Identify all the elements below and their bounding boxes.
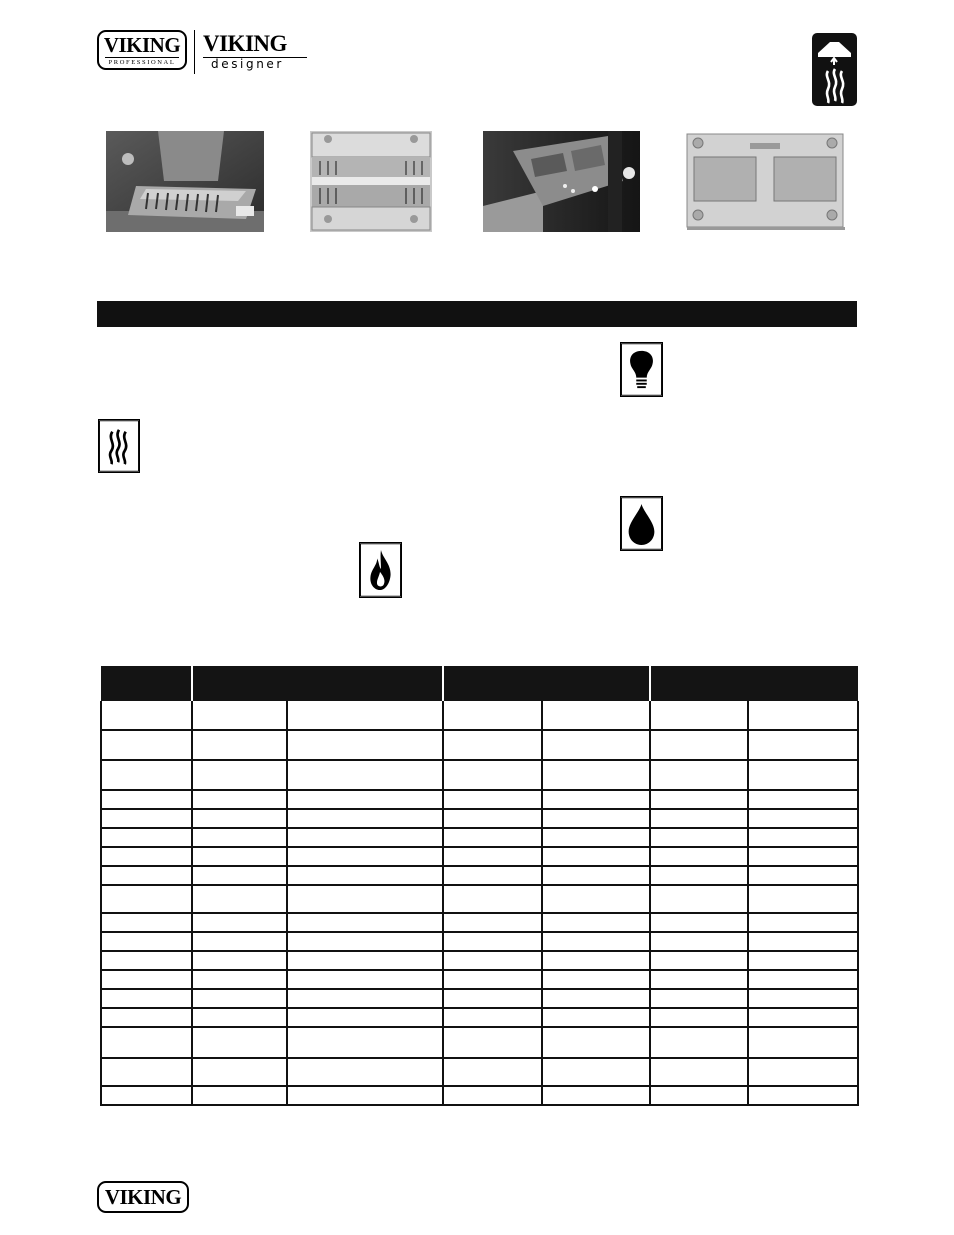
table-cell	[443, 951, 542, 970]
table-row	[101, 970, 858, 989]
table-cell	[192, 1058, 287, 1086]
table-cell	[443, 760, 542, 790]
table-cell	[650, 1027, 748, 1058]
table-row	[101, 1008, 858, 1027]
table-row	[101, 866, 858, 885]
table-cell	[650, 989, 748, 1008]
table-cell	[443, 828, 542, 847]
table-row	[101, 730, 858, 760]
table-row	[101, 1058, 858, 1086]
table-cell	[287, 790, 443, 809]
table-cell	[650, 760, 748, 790]
product-photo-wall-hood-front	[310, 131, 432, 232]
table-cell	[542, 1086, 650, 1105]
table-row	[101, 1027, 858, 1058]
table-cell	[748, 1008, 858, 1027]
table-cell	[650, 847, 748, 866]
table-cell	[443, 885, 542, 913]
table-cell	[287, 1086, 443, 1105]
table-cell	[287, 847, 443, 866]
table-cell	[101, 989, 192, 1008]
table-cell	[443, 790, 542, 809]
table-cell	[101, 1086, 192, 1105]
table-cell	[192, 790, 287, 809]
table-cell	[443, 1058, 542, 1086]
table-cell	[287, 866, 443, 885]
table-cell	[542, 1027, 650, 1058]
product-photo-insert-hood	[684, 131, 850, 232]
table-cell	[101, 760, 192, 790]
table-cell	[443, 730, 542, 760]
table-cell	[748, 989, 858, 1008]
table-cell	[443, 866, 542, 885]
logo-brand-text: VIKING	[203, 31, 287, 56]
table-cell	[101, 809, 192, 828]
table-row	[101, 932, 858, 951]
table-cell	[443, 913, 542, 932]
table-cell	[748, 885, 858, 913]
table-cell	[192, 932, 287, 951]
table-cell	[650, 701, 748, 730]
table-cell	[192, 809, 287, 828]
table-row	[101, 989, 858, 1008]
table-cell	[650, 866, 748, 885]
table-cell	[748, 1058, 858, 1086]
table-cell	[542, 866, 650, 885]
table-cell	[542, 885, 650, 913]
table-header-cell	[192, 666, 443, 701]
table-row	[101, 847, 858, 866]
table-row	[101, 828, 858, 847]
table-cell	[542, 760, 650, 790]
table-cell	[287, 730, 443, 760]
table-cell	[101, 913, 192, 932]
table-cell	[287, 913, 443, 932]
logo-divider	[194, 30, 195, 74]
table-cell	[748, 866, 858, 885]
section-header-bar	[97, 301, 857, 327]
table-cell	[192, 760, 287, 790]
table-cell	[101, 951, 192, 970]
table-cell	[748, 1027, 858, 1058]
table-row	[101, 760, 858, 790]
gas-flame-icon	[359, 542, 402, 598]
table-cell	[650, 828, 748, 847]
table-cell	[542, 828, 650, 847]
table-body	[101, 701, 858, 1105]
table-cell	[287, 1027, 443, 1058]
table-cell	[650, 913, 748, 932]
table-cell	[101, 1027, 192, 1058]
table-cell	[101, 730, 192, 760]
vent-hood-icon	[812, 33, 857, 106]
table-cell	[192, 730, 287, 760]
light-bulb-icon	[620, 342, 663, 397]
table-header-cell	[443, 666, 650, 701]
table-cell	[542, 970, 650, 989]
table-cell	[192, 970, 287, 989]
table-cell	[192, 1086, 287, 1105]
table-cell	[287, 828, 443, 847]
water-drop-icon	[620, 496, 663, 551]
table-cell	[443, 1008, 542, 1027]
product-photo-island-hood	[483, 131, 640, 232]
table-cell	[650, 1086, 748, 1105]
table-cell	[650, 932, 748, 951]
table-cell	[542, 701, 650, 730]
table-cell	[542, 730, 650, 760]
table-cell	[748, 809, 858, 828]
table-cell	[542, 1008, 650, 1027]
table-cell	[101, 790, 192, 809]
table-cell	[650, 809, 748, 828]
table-cell	[748, 828, 858, 847]
table-row	[101, 951, 858, 970]
table-cell	[542, 932, 650, 951]
table-cell	[748, 701, 858, 730]
logo-tagline-text: PROFESSIONAL	[105, 57, 179, 66]
table-cell	[287, 932, 443, 951]
table-cell	[287, 885, 443, 913]
table-cell	[650, 885, 748, 913]
table-cell	[192, 701, 287, 730]
table-cell	[192, 828, 287, 847]
table-cell	[443, 809, 542, 828]
table-cell	[443, 932, 542, 951]
heat-waves-icon	[98, 419, 140, 473]
table-cell	[192, 866, 287, 885]
table-cell	[192, 847, 287, 866]
specifications-table	[100, 666, 859, 1106]
table-cell	[287, 951, 443, 970]
table-row	[101, 790, 858, 809]
table-cell	[748, 730, 858, 760]
table-cell	[650, 1008, 748, 1027]
table-cell	[748, 1086, 858, 1105]
logo-brand-text: VIKING	[104, 1185, 182, 1209]
table-cell	[287, 1058, 443, 1086]
table-cell	[748, 970, 858, 989]
table-cell	[542, 951, 650, 970]
table-cell	[287, 989, 443, 1008]
table-header-cell	[650, 666, 858, 701]
table-cell	[542, 790, 650, 809]
table-cell	[192, 1027, 287, 1058]
table-cell	[542, 989, 650, 1008]
table-header-cell	[101, 666, 192, 701]
table-cell	[748, 951, 858, 970]
table-cell	[101, 847, 192, 866]
logo-tagline-text: designer	[211, 57, 284, 71]
table-cell	[443, 701, 542, 730]
table-cell	[443, 970, 542, 989]
table-row	[101, 1086, 858, 1105]
table-cell	[650, 951, 748, 970]
table-cell	[101, 885, 192, 913]
table-cell	[542, 809, 650, 828]
table-cell	[650, 730, 748, 760]
table-cell	[748, 790, 858, 809]
table-cell	[287, 809, 443, 828]
viking-professional-logo	[97, 30, 187, 70]
table-cell	[101, 866, 192, 885]
table-cell	[192, 885, 287, 913]
table-cell	[287, 970, 443, 989]
logo-brand-text: VIKING	[103, 33, 181, 57]
table-row	[101, 809, 858, 828]
table-cell	[748, 847, 858, 866]
table-cell	[101, 1058, 192, 1086]
table-cell	[748, 932, 858, 951]
table-cell	[748, 913, 858, 932]
table-cell	[542, 1058, 650, 1086]
product-photo-chimney-hood	[106, 131, 264, 232]
table-cell	[287, 760, 443, 790]
table-cell	[287, 701, 443, 730]
table-cell	[542, 847, 650, 866]
table-cell	[192, 951, 287, 970]
table-cell	[542, 913, 650, 932]
table-cell	[650, 970, 748, 989]
table-cell	[101, 970, 192, 989]
table-row	[101, 913, 858, 932]
table-cell	[650, 1058, 748, 1086]
viking-designer-logo	[203, 32, 313, 76]
table-cell	[443, 1027, 542, 1058]
table-cell	[192, 913, 287, 932]
table-cell	[443, 847, 542, 866]
table-cell	[287, 1008, 443, 1027]
table-cell	[101, 932, 192, 951]
table-cell	[443, 1086, 542, 1105]
table-header-row	[101, 666, 858, 701]
table-cell	[192, 1008, 287, 1027]
viking-footer-logo	[97, 1181, 189, 1213]
table-row	[101, 885, 858, 913]
table-cell	[443, 989, 542, 1008]
table-cell	[101, 1008, 192, 1027]
table-cell	[101, 701, 192, 730]
table-cell	[650, 790, 748, 809]
table-row	[101, 701, 858, 730]
table-cell	[101, 828, 192, 847]
table-cell	[748, 760, 858, 790]
table-cell	[192, 989, 287, 1008]
